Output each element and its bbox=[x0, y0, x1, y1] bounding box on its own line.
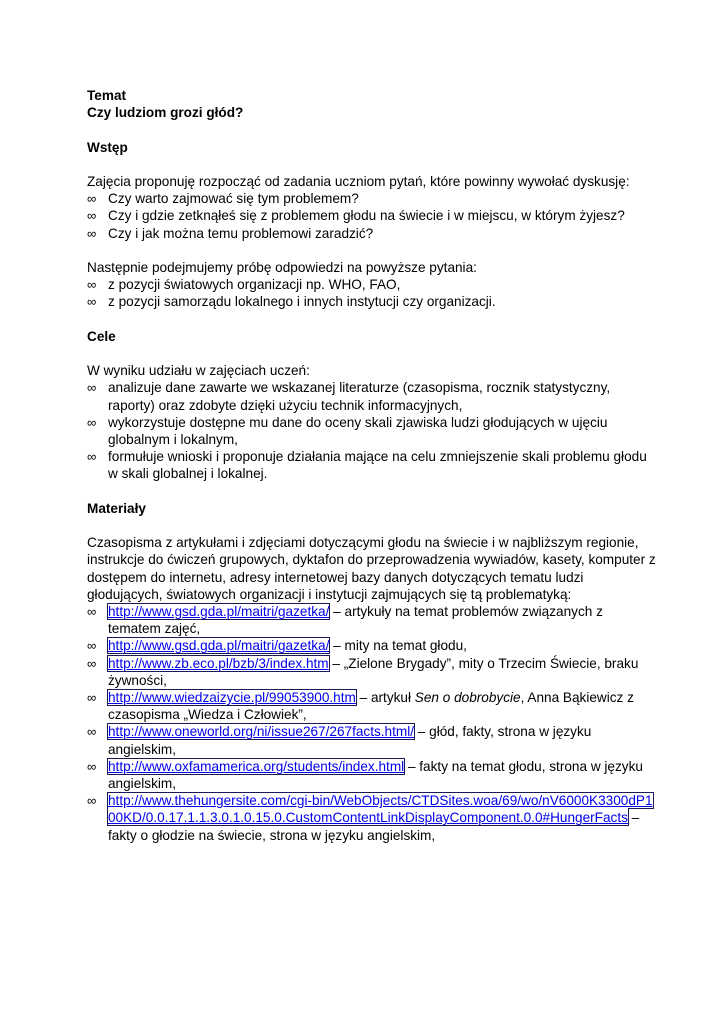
infinity-bullet-icon: ∞ bbox=[87, 690, 97, 705]
link-item: ∞ http://www.gsd.gda.pl/maitri/gazetka/ – mity na temat głodu, bbox=[87, 638, 467, 654]
link-item: ∞ http://www.oxfamamerica.org/students/index.html – fakty na temat głodu, strona w języku angielskim, bbox=[87, 758, 643, 792]
infinity-bullet-icon: ∞ bbox=[87, 191, 97, 207]
link-item: ∞ http://www.wiedzaizycie.pl/99053900.htm – artykuł Sen o dobrobycie, Anna Bąkiewicz z czasopisma „Wiedza i Człowiek”, bbox=[87, 690, 634, 723]
document-body bbox=[87, 87, 657, 844]
infinity-bullet-icon: ∞ bbox=[87, 724, 97, 740]
list-item: ∞ analizuje dane zawarte we wskazanej literaturze (czasopisma, rocznik statystyczny, raporty) oraz zdobyte dzięki użyciu technik informacyjnych, bbox=[87, 380, 611, 413]
resource-link[interactable]: http://www.oxfamamerica.org/students/index.html bbox=[108, 758, 405, 774]
infinity-bullet-icon: ∞ bbox=[87, 225, 97, 241]
heading-cele: Cele bbox=[87, 328, 116, 344]
link-list bbox=[87, 603, 657, 844]
infinity-bullet-icon: ∞ bbox=[87, 277, 97, 293]
infinity-bullet-icon: ∞ bbox=[87, 380, 97, 396]
link-item: ∞ http://www.zb.eco.pl/bzb/3/index.htm – „Zielone Brygady”, mity o Trzecim Świecie, braku żywności, bbox=[87, 655, 639, 688]
resource-link[interactable]: http://www.zb.eco.pl/bzb/3/index.htm bbox=[108, 655, 329, 671]
list-item: ∞ z pozycji samorządu lokalnego i innych instytucji czy organizacji. bbox=[87, 294, 496, 310]
wstep-followup: Następnie podejmujemy próbę odpowiedzi na powyższe pytania: bbox=[87, 259, 477, 275]
materialy-intro: Czasopisma z artykułami i zdjęciami dotyczącymi głodu na świecie i w najbliższym regionie, instrukcje do ćwiczeń grupowych, dyktafon do przeprowadzenia wywiadów, kasety, komputer z dostępem do internetu, adresy internetowej bazy danych dotyczących tematu ludzi głodujących, światowych organizacji i instytucji zajmujących się tą problematyką: bbox=[87, 535, 656, 602]
goals-list bbox=[87, 379, 657, 482]
list-item: ∞ Czy i jak można temu problemowi zaradzić? bbox=[87, 225, 374, 241]
infinity-bullet-icon: ∞ bbox=[87, 414, 97, 430]
cele-intro: W wyniku udziału w zajęciach uczeń: bbox=[87, 363, 310, 379]
link-item: ∞ http://www.gsd.gda.pl/maitri/gazetka/ – artykuły na temat problemów związanych z tematem zajęć, bbox=[87, 603, 603, 637]
list-item: ∞ z pozycji światowych organizacji np. WHO, FAO, bbox=[87, 277, 401, 293]
heading-materialy: Materiały bbox=[87, 500, 146, 516]
link-item: ∞ http://www.thehungersite.com/cgi-bin/WebObjects/CTDSites.woa/69/wo/nV6000K3300dP100KD/0.0.17.1.1.3.0.1.0.15.0.CustomContentLinkDisplayComponent.0.0#HungerFacts – fakty o głodzie na świecie, strona w języku angielskim, bbox=[87, 793, 653, 843]
wstep-intro: Zajęcia proponuję rozpocząć od zadania uczniom pytań, które powinny wywołać dyskusję: bbox=[87, 173, 630, 189]
resource-link[interactable]: http://www.thehungersite.com/cgi-bin/WebObjects/CTDSites.woa/69/wo/nV6000K3300dP100KD/0.0.17.1.1.3.0.1.0.15.0.CustomContentLinkDisplayComponent.0.0#HungerFacts bbox=[108, 793, 653, 826]
list-item: ∞ formułuje wnioski i proponuje działania mające na celu zmniejszenie skali problemu głodu w skali globalnej i lokalnej. bbox=[87, 449, 647, 482]
list-item: ∞ Czy i gdzie zetknąłeś się z problemem głodu na świecie i w miejscu, w którym żyjesz? bbox=[87, 208, 625, 224]
infinity-bullet-icon: ∞ bbox=[87, 449, 97, 465]
resource-link[interactable]: http://www.gsd.gda.pl/maitri/gazetka/ bbox=[108, 603, 330, 619]
article-title: Sen o dobrobycie bbox=[414, 690, 521, 705]
resource-link[interactable]: http://www.gsd.gda.pl/maitri/gazetka/ bbox=[108, 638, 330, 654]
infinity-bullet-icon: ∞ bbox=[87, 793, 97, 809]
infinity-bullet-icon: ∞ bbox=[87, 758, 97, 774]
link-item: ∞ http://www.oneworld.org/ni/issue267/267facts.html/ – głód, fakty, strona w języku angielskim, bbox=[87, 724, 592, 757]
infinity-bullet-icon: ∞ bbox=[87, 638, 97, 654]
resource-link[interactable]: http://www.oneworld.org/ni/issue267/267facts.html/ bbox=[108, 724, 415, 740]
infinity-bullet-icon: ∞ bbox=[87, 603, 97, 619]
label-temat: Temat bbox=[87, 88, 127, 103]
infinity-bullet-icon: ∞ bbox=[87, 294, 97, 310]
perspective-list bbox=[87, 276, 657, 310]
infinity-bullet-icon: ∞ bbox=[87, 208, 97, 224]
resource-link[interactable]: http://www.wiedzaizycie.pl/99053900.htm bbox=[108, 690, 356, 705]
question-list bbox=[87, 190, 657, 242]
document-title: Czy ludziom grozi głód? bbox=[87, 105, 244, 121]
list-item: ∞ wykorzystuje dostępne mu dane do oceny skali zjawiska ludzi głodujących w ujęciu globalnym i lokalnym, bbox=[87, 414, 608, 447]
list-item: ∞ Czy warto zajmować się tym problemem? bbox=[87, 191, 359, 207]
heading-wstep: Wstęp bbox=[87, 139, 128, 155]
infinity-bullet-icon: ∞ bbox=[87, 655, 97, 671]
